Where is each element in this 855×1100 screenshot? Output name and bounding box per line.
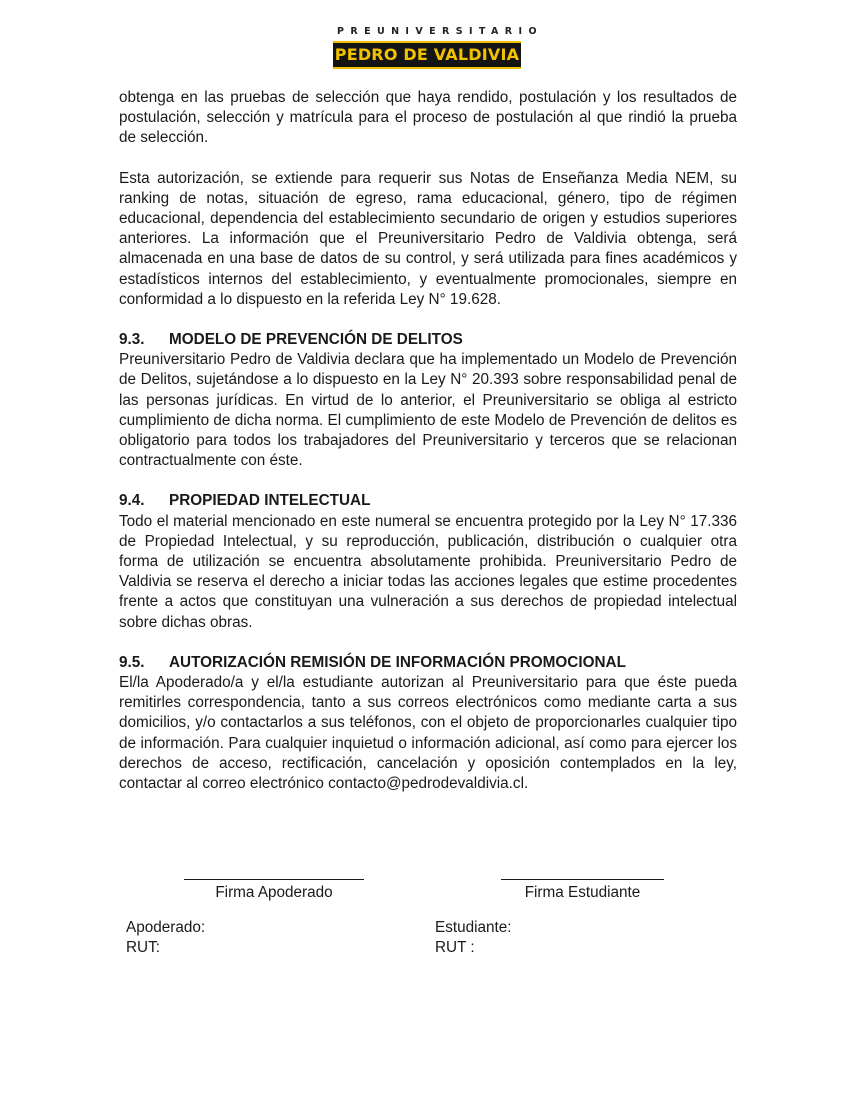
section-number: 9.3. — [119, 331, 145, 349]
section-text-9-4: Todo el material mencionado en este numeral se encuentra protegido por la Ley N° 17.336 de Propiedad Intelectual, y su reproducción, publicación, distribución o cualquier otra forma de utilización se encuentra absolutamente prohibida. Preuniversitario Pedro de Valdivia se reserva el derecho a iniciar todas las acciones legales que estime procedentes frente a actos que constituyan una vulneración a sus derechos de propiedad intelectual sobre dichas obras. — [119, 512, 737, 631]
section-heading-9-4 — [119, 491, 737, 511]
student-name-label: Estudiante: — [435, 919, 512, 936]
section-number: 9.4. — [119, 492, 145, 510]
guardian-signature-label: Firma Apoderado — [215, 884, 333, 901]
section-heading-9-5 — [119, 653, 737, 673]
student-signature-line — [501, 879, 664, 880]
student-signature-label: Firma Estudiante — [524, 884, 641, 901]
section-text-9-3: Preuniversitario Pedro de Valdivia declara que ha implementado un Modelo de Prevención de Delitos, sujetándose a lo dispuesto en la Ley N° 20.393 sobre responsabilidad penal de las personas jurídicas. En virtud de lo anterior, el Preuniversitario se obliga al estricto cumplimiento de dicha norma. El cumplimiento de este Modelo de Prevención de delitos es obligatorio para todos los trabajadores del Preuniversitario y terceros que se relacionan contractualmente con éste. — [119, 351, 737, 470]
guardian-signature-line — [184, 879, 364, 880]
guardian-name-label: Apoderado: — [126, 919, 206, 936]
section-title: AUTORIZACIÓN REMISIÓN DE INFORMACIÓN PROMOCIONAL — [169, 653, 626, 671]
intro-continuation: obtenga en las pruebas de selección que haya rendido, postulación y los resultados de postulación, selección y matrícula para el proceso de postulación al que rindió la prueba de selección. — [119, 89, 737, 147]
document-body — [119, 88, 737, 794]
section-heading-9-3 — [119, 330, 737, 350]
logo-top-text: PREUNIVERSITARIO — [337, 26, 543, 37]
section-title: MODELO DE PREVENCIÓN DE DELITOS — [169, 331, 463, 349]
section-text-9-5: El/la Apoderado/a y el/la estudiante autorizan al Preuniversitario para que éste pueda remitirles correspondencia, tanto a sus correos electrónicos como mediante carta a sus domicilios, y/o contactarlos a sus teléfonos, con el objeto de proporcionarles cualquier tipo de información. Para cualquier inquietud o información adicional, así como para ejercer los derechos de acceso, rectificación, cancelación y oposición contemplados en la ley, contactar al correo electrónico contacto@pedrodevaldivia.cl. — [119, 674, 737, 793]
authorization-paragraph: Esta autorización, se extiende para requerir sus Notas de Enseñanza Media NEM, su ranking de notas, situación de egreso, rama educacional, género, tipo de régimen educacional, dependencia del establecimiento secundario de origen y estudios superiores anteriores. La información que el Preuniversitario Pedro de Valdivia obtenga, será almacenada en una base de datos de su control, y será utilizada para fines académicos y estadísticos internos del establecimiento, y eventualmente promocionales, siempre en conformidad a lo dispuesto en la referida Ley N° 19.628. — [119, 169, 737, 308]
logo — [333, 26, 543, 69]
guardian-rut-label: RUT: — [126, 939, 160, 956]
student-rut-label: RUT : — [435, 939, 475, 956]
section-title: PROPIEDAD INTELECTUAL — [169, 492, 371, 510]
section-number: 9.5. — [119, 653, 145, 671]
logo-main-text: PEDRO DE VALDIVIA — [333, 41, 521, 69]
